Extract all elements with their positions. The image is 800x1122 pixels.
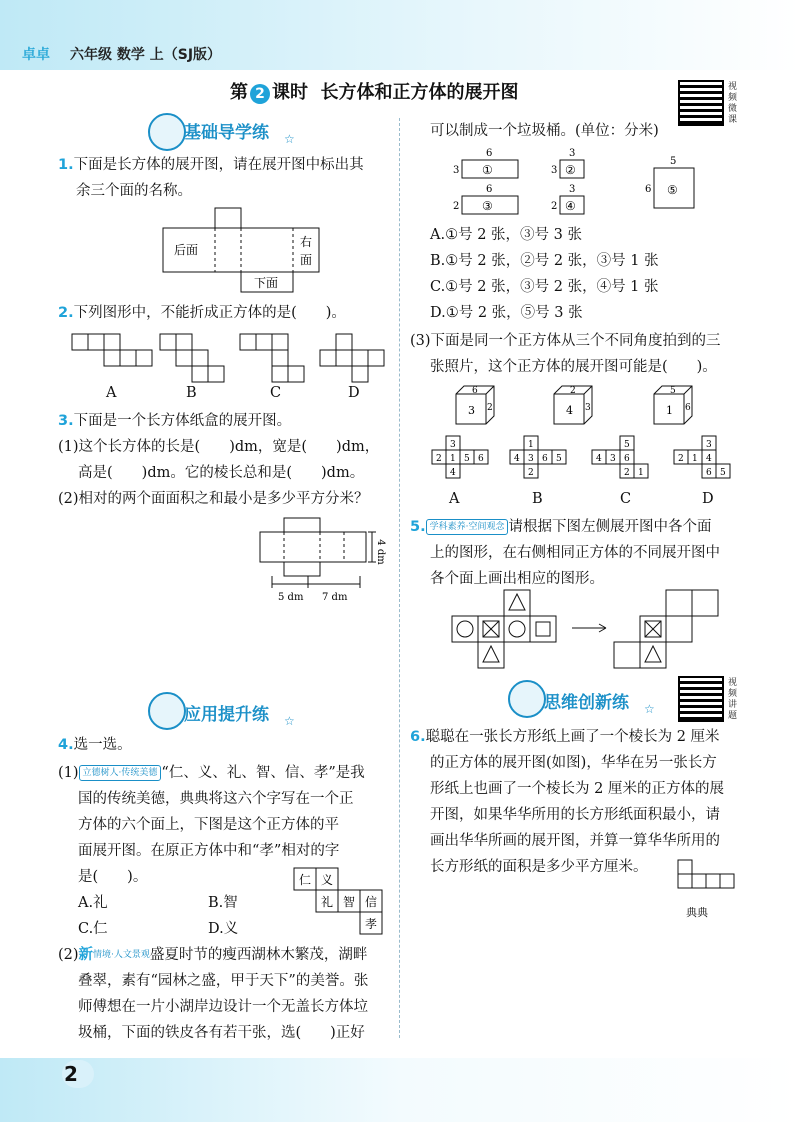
sheet-3-label: ③: [482, 199, 493, 213]
svg-text:2: 2: [487, 403, 493, 413]
q6-net-figure: [672, 856, 744, 906]
q3-text: 3.下面是一个长方体纸盒的展开图。: [58, 413, 292, 429]
q4-p2-option-a[interactable]: A.①号 2 张，③号 3 张: [430, 227, 582, 243]
q4-p3-option-a[interactable]: A: [449, 491, 460, 507]
q2-text: 2.下列图形中，不能折成正方体的是( )。: [58, 305, 346, 321]
q5-line3: 各个面上画出相应的图形。: [430, 571, 604, 587]
char-zhi: 智: [343, 895, 356, 909]
q4-p1-option-c[interactable]: C.仁: [78, 921, 108, 937]
mascot-icon: [148, 692, 186, 730]
mascot-icon: [508, 680, 546, 718]
svg-text:6: 6: [645, 184, 652, 195]
q4-p2-option-c[interactable]: C.①号 2 张，③号 2 张，④号 1 张: [430, 279, 659, 295]
q1-line1: 1.下面是长方体的展开图，请在展开图中标出其: [58, 157, 364, 173]
star-icon: ☆: [284, 714, 295, 728]
q3-net-figure: [254, 514, 392, 606]
svg-text:2: 2: [551, 201, 558, 212]
svg-text:3: 3: [585, 403, 591, 413]
book-title: 六年级 数学 上（SJ版）: [70, 47, 222, 63]
svg-text:3: 3: [706, 440, 712, 450]
sheet-2-label: ②: [565, 163, 576, 177]
svg-text:6: 6: [478, 454, 484, 464]
q4-p1-option-d[interactable]: D.义: [208, 921, 239, 937]
char-xin: 信: [365, 895, 378, 909]
svg-text:6: 6: [486, 184, 493, 195]
svg-text:1: 1: [666, 404, 673, 417]
q5-figure: [446, 588, 736, 674]
sheet-1-label: ①: [482, 163, 493, 177]
q6-line3: 形纸上也画了一个棱长为 2 厘米的正方体的展: [430, 781, 724, 797]
q4-part3-line1: (3)下面是同一个正方体从三个不同角度拍到的三: [410, 333, 721, 349]
svg-text:3: 3: [551, 165, 558, 176]
char-yi: 义: [321, 873, 334, 887]
q4-cubes-figure: [420, 380, 730, 432]
svg-text:2: 2: [436, 454, 442, 464]
svg-text:5: 5: [670, 386, 676, 396]
svg-text:5: 5: [624, 440, 630, 450]
svg-text:6: 6: [706, 468, 712, 478]
tag-literacy: 学科素养·空间观念: [426, 519, 509, 535]
q4-part3-line2: 张照片，这个正方体的展开图可能是( )。: [430, 359, 717, 375]
svg-text:2: 2: [453, 201, 460, 212]
column-divider: [399, 118, 400, 1038]
svg-text:3: 3: [569, 184, 576, 195]
svg-text:4: 4: [596, 454, 602, 464]
svg-text:3: 3: [450, 440, 456, 450]
svg-text:3: 3: [528, 454, 534, 464]
q5-line2: 上的图形，在右侧相同正方体的不同展开图中: [430, 545, 720, 561]
q4-part2-line3: 师傅想在一片小湖岸边设计一个无盖长方体垃: [78, 999, 368, 1015]
svg-text:6: 6: [486, 148, 493, 159]
svg-text:6: 6: [685, 403, 691, 413]
svg-text:2: 2: [528, 468, 534, 478]
svg-text:5: 5: [464, 454, 470, 464]
q2-option-a[interactable]: A: [106, 385, 117, 401]
svg-text:4: 4: [450, 468, 456, 478]
tag-new-big: 新: [78, 947, 94, 963]
char-xiao: 孝: [365, 917, 378, 931]
sheet-5-label: ⑤: [667, 183, 678, 197]
svg-text:4: 4: [566, 404, 573, 417]
q4-part2-line4: 圾桶，下面的铁皮各有若干张，选( )正好: [78, 1025, 365, 1041]
page-title: 第 2 课时 长方体和正方体的展开图: [230, 82, 519, 103]
lesson-number: 2: [250, 84, 270, 104]
q4-part1-line4: 面展开图。在原正方体中和“孝”相对的字: [78, 843, 340, 859]
q4-p3-option-c[interactable]: C: [620, 491, 632, 507]
q3-part1-line2: 高是( )dm。它的棱长总和是( )dm。: [78, 465, 365, 481]
q2-option-d[interactable]: D: [348, 385, 360, 401]
q4-part1-line5: 是( )。: [78, 869, 148, 885]
q4-p3-option-d[interactable]: D: [702, 491, 714, 507]
q6-line2: 的正方体的展开图(如图)，华华在另一张长方: [430, 755, 717, 771]
dim-a: 5 dm: [278, 592, 304, 603]
section-basic-title: 基础导学练: [184, 123, 269, 143]
svg-text:4: 4: [514, 454, 520, 464]
tag-moral: 立德树人·传统美德: [79, 765, 162, 781]
svg-text:4: 4: [706, 454, 712, 464]
q4-nets-figure: [418, 432, 748, 488]
svg-text:1: 1: [692, 454, 698, 464]
section-think-title: 思维创新练: [544, 693, 629, 713]
q4-part1-line3: 方体的六个面上，下图是这个正方体的平: [78, 817, 339, 833]
q4-p3-option-b[interactable]: B: [532, 491, 543, 507]
q4-p1-option-b[interactable]: B.智: [208, 895, 238, 911]
q2-option-c[interactable]: C: [270, 385, 282, 401]
svg-text:1: 1: [638, 468, 644, 478]
svg-text:3: 3: [569, 148, 576, 159]
qr-label: 视频讲题: [728, 678, 738, 721]
svg-text:2: 2: [678, 454, 684, 464]
q3-part2: (2)相对的两个面面积之和最小是多少平方分米？: [58, 491, 369, 507]
q6-caption: 典典: [686, 906, 708, 919]
q6-line1: 6.聪聪在一张长方形纸上画了一个棱长为 2 厘米: [410, 729, 720, 745]
dim-height: 4 dm: [375, 539, 386, 565]
svg-text:1: 1: [528, 440, 534, 450]
q4-p2-option-d[interactable]: D.①号 2 张，⑤号 3 张: [430, 305, 583, 321]
section-apply-title: 应用提升练: [184, 705, 269, 725]
footer-band: [0, 1058, 800, 1122]
tag-scene: 情境·人文景观: [93, 950, 150, 960]
q5-line1: 5. 学科素养·空间观念 请根据下图左侧展开图中各个面: [410, 519, 712, 535]
q4-part2-line2: 叠翠，素有“园林之盛，甲于天下”的美誉。张: [78, 973, 369, 989]
q4-text: 4.选一选。: [58, 737, 132, 753]
svg-text:3: 3: [453, 165, 460, 176]
svg-text:3: 3: [468, 404, 475, 417]
face-right-label-2: 面: [300, 253, 313, 267]
face-back-label: 后面: [174, 243, 199, 257]
svg-text:6: 6: [472, 386, 478, 396]
page-number: 2: [64, 1062, 78, 1086]
q6-line5: 画出华华所画的展开图，并算一算华华所用的: [430, 833, 720, 849]
q4-char-net: [290, 864, 390, 936]
q3-part1-line1: (1)这个长方体的长是( )dm，宽是( )dm，: [58, 439, 380, 455]
svg-text:1: 1: [450, 454, 456, 464]
svg-text:6: 6: [542, 454, 548, 464]
star-icon: ☆: [284, 132, 295, 146]
svg-text:3: 3: [610, 454, 616, 464]
face-right-label-1: 右: [300, 235, 313, 249]
char-ren: 仁: [299, 873, 312, 887]
q4-p1-option-a[interactable]: A.礼: [78, 895, 108, 911]
q1-net-figure: [150, 204, 330, 294]
q6-line4: 开图，如果华华所用的长方形纸面积最小，请: [430, 807, 720, 823]
q4-part2-line5: 可以制成一个垃圾桶。(单位：分米): [430, 123, 659, 139]
svg-text:5: 5: [670, 156, 677, 167]
q1-line2: 余三个面的名称。: [76, 183, 192, 199]
star-icon: ☆: [644, 702, 655, 716]
q4-part1-line2: 国的传统美德，典典将这六个字写在一个正: [78, 791, 354, 807]
sheet-4-label: ④: [565, 199, 576, 213]
q4-part1-line1: (1) 立德树人·传统美德 “仁、义、礼、智、信、孝”是我: [58, 765, 365, 781]
q6-line6: 长方形纸的面积是多少平方厘米。: [430, 859, 648, 875]
q4-sheets-figure: [448, 146, 708, 220]
brand-logo: 卓卓: [22, 47, 50, 63]
svg-text:5: 5: [556, 454, 562, 464]
char-li: 礼: [321, 895, 334, 909]
q4-part2-line1: (2)新情境·人文景观盛夏时节的瘦西湖林木繁茂，湖畔: [58, 947, 368, 963]
svg-text:2: 2: [570, 386, 576, 396]
mascot-icon: [148, 113, 186, 151]
q2-option-b[interactable]: B: [186, 385, 197, 401]
svg-text:2: 2: [624, 468, 630, 478]
svg-text:6: 6: [624, 454, 630, 464]
q4-p2-option-b[interactable]: B.①号 2 张，②号 2 张，③号 1 张: [430, 253, 659, 269]
svg-text:5: 5: [720, 468, 726, 478]
qr-code-icon[interactable]: [678, 80, 724, 126]
qr-code-icon[interactable]: [678, 676, 724, 722]
dim-b: 7 dm: [322, 592, 348, 603]
qr-label: 视频微课: [728, 82, 738, 125]
face-bottom-label: 下面: [254, 276, 279, 290]
